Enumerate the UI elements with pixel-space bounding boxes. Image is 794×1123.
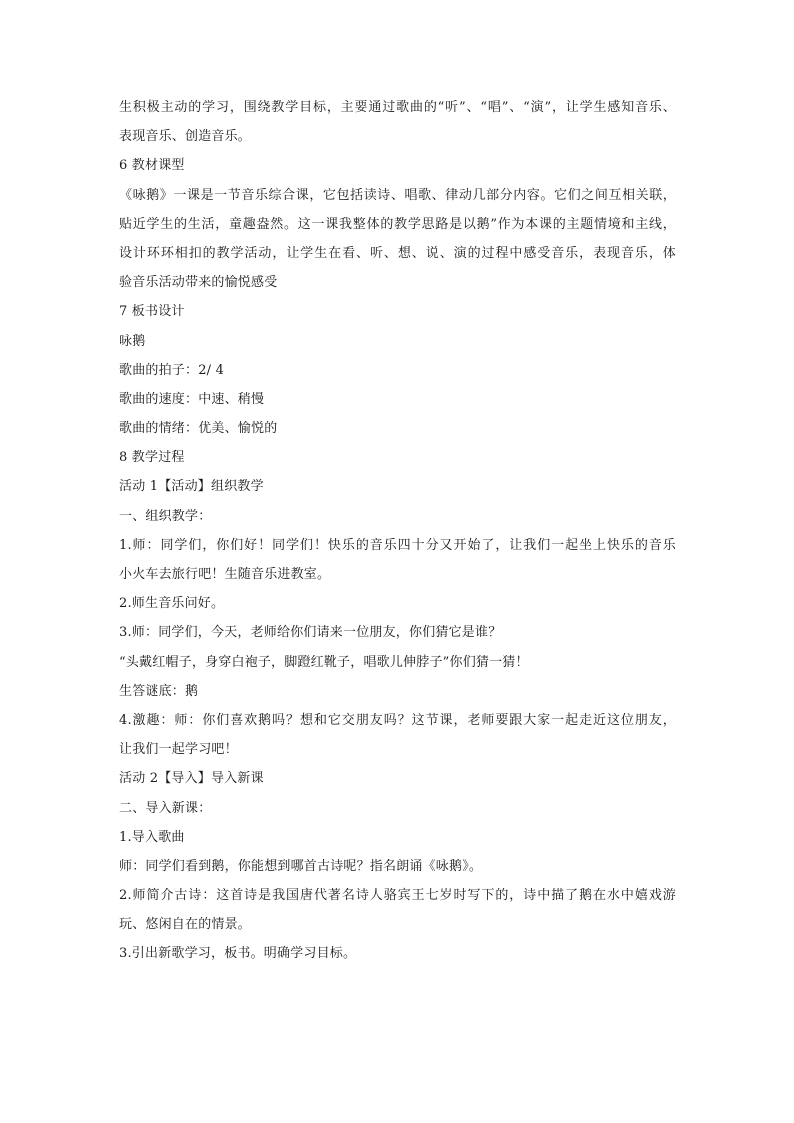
- text-line: 《咏鹅》一课是一节音乐综合课，它包括读诗、唱歌、律动几部分内容。它们之间互相关联，: [119, 187, 676, 203]
- text-line: 4.激趣：师：你们喜欢鹅吗？想和它交朋友吗？这节课，老师要跟大家一起走近这位朋友，: [119, 712, 676, 728]
- text-line: 3.师：同学们，今天，老师给你们请来一位朋友，你们猜它是谁？: [119, 625, 502, 641]
- text-line: 生积极主动的学习，围绕教学目标，主要通过歌曲的“听”、“唱”、“演”，让学生感知音乐、: [119, 100, 676, 115]
- text-line: 贴近学生的生活，童趣盎然。这一课我整体的教学思路是以鹅”作为本课的主题情境和主线，: [119, 216, 676, 232]
- text-line: 歌曲的拍子：2/ 4: [119, 362, 225, 378]
- text-line: 1.师：同学们，你们好！同学们！快乐的音乐四十分又开始了，让我们一起坐上快乐的音乐: [119, 537, 676, 553]
- text-line: 歌曲的速度：中速、稍慢: [119, 391, 265, 407]
- text-line: 生答谜底：鹅: [119, 683, 199, 699]
- text-line: 玩、悠闲自在的情景。: [119, 917, 252, 933]
- text-line: 歌曲的情绪：优美、愉悦的: [119, 421, 278, 437]
- text-line: 6 教材课型: [119, 158, 185, 174]
- text-line: 咏鹅: [119, 333, 146, 349]
- text-line: 3.引出新歌学习，板书。明确学习目标。: [119, 946, 357, 962]
- text-line: 一、组织教学：: [119, 508, 212, 524]
- text-line: 师：同学们看到鹅，你能想到哪首古诗呢？指名朗诵《咏鹅》。: [119, 858, 483, 874]
- text-line: 让我们一起学习吧！: [119, 742, 238, 758]
- text-line: 验音乐活动带来的愉悦感受: [119, 275, 278, 291]
- text-line: 7 板书设计: [119, 304, 185, 320]
- text-line: 小火车去旅行吧！生随音乐进教室。: [119, 567, 331, 582]
- text-line: 二、导入新课：: [119, 800, 212, 816]
- text-line: 设计环环相扣的教学活动，让学生在看、听、想、说、演的过程中感受音乐，表现音乐，体: [119, 245, 676, 261]
- text-line: 1.导入歌曲: [119, 829, 185, 845]
- text-line: “头戴红帽子，身穿白袍子，脚蹬红靴子，唱歌儿伸脖子”你们猜一猜！: [119, 654, 529, 670]
- text-line: 8 教学过程: [119, 450, 185, 466]
- text-line: 表现音乐、创造音乐。: [119, 129, 252, 145]
- text-line: 2.师简介古诗：这首诗是我国唐代著名诗人骆宾王七岁时写下的，诗中描了鹅在水中嬉戏游: [119, 888, 676, 904]
- text-line: 活动 1【活动】组织教学: [119, 479, 264, 495]
- text-line: 活动 2【导入】导入新课: [119, 771, 264, 787]
- text-line: 2.师生音乐问好。: [119, 596, 225, 612]
